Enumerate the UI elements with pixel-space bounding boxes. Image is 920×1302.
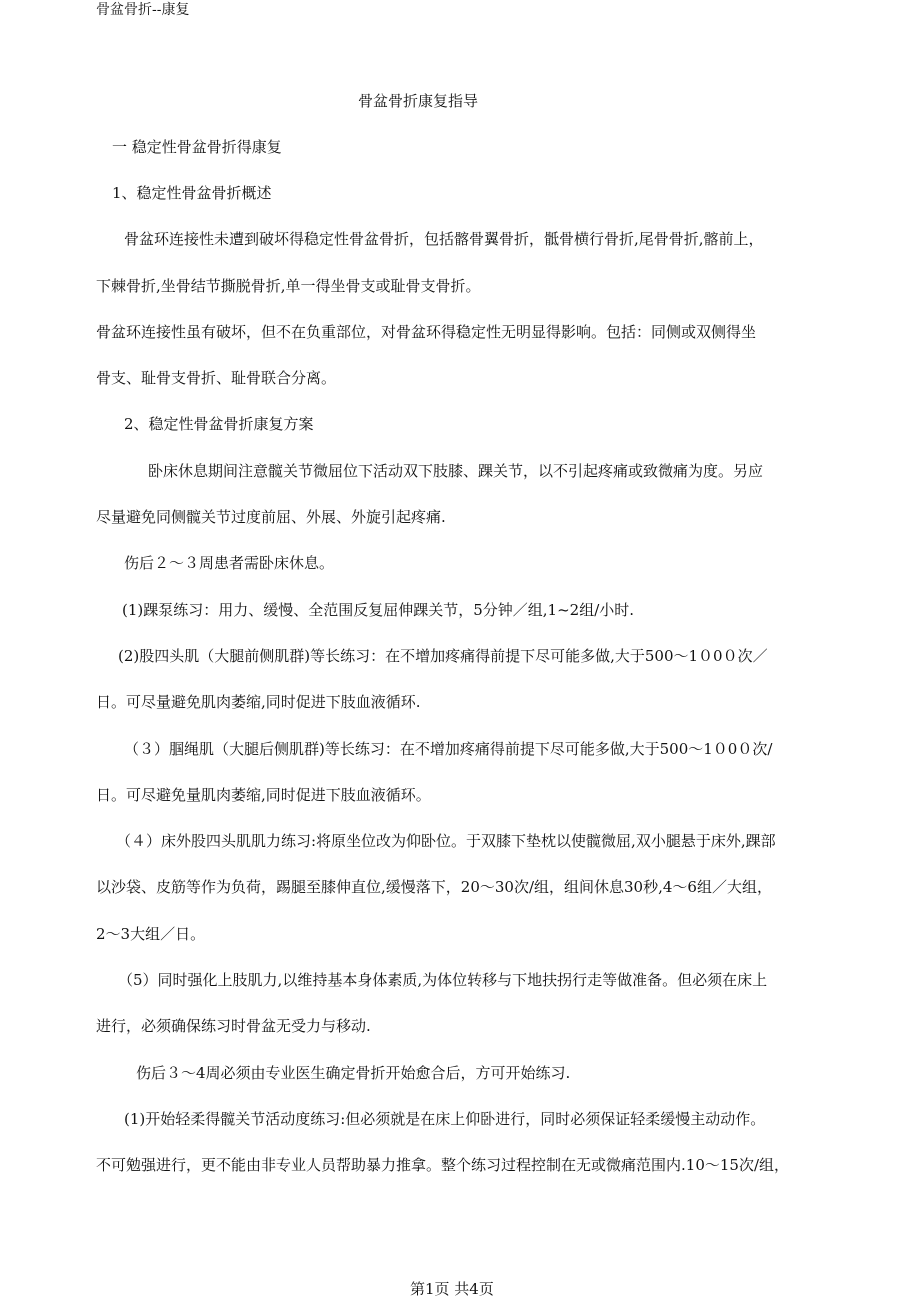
paragraph-line: 下棘骨折,坐骨结节撕脱骨折,单一得坐骨支或耻骨支骨折。 (96, 277, 481, 295)
page-indicator: 第1页 共4页 (410, 1280, 494, 1298)
paragraph-line: 不可勉强进行，更不能由非专业人员帮助暴力推拿。整个练习过程控制在无或微痛范围内.10～15次/组， (96, 1156, 790, 1174)
paragraph-line: 日。可尽避免量肌肉萎缩,同时促进下肢血液循环。 (96, 786, 431, 804)
paragraph-line: 骨盆环连接性未遭到破坏得稳定性骨盆骨折，包括髂骨翼骨折，骶骨横行骨折,尾骨骨折,髂前上， (124, 230, 764, 248)
paragraph-line: 2～3大组／日。 (96, 925, 206, 943)
document-title: 骨盆骨折康复指导 (358, 92, 479, 110)
exercise-item: (2)股四头肌（大腿前侧肌群)等长练习：在不增加疼痛得前提下尽可能多做,大于500～1０0０次／ (118, 647, 768, 665)
paragraph-line: 尽量避免同侧髋关节过度前屈、外展、外旋引起疼痛. (96, 508, 446, 526)
paragraph-line: 卧床休息期间注意髋关节微屈位下活动双下肢膝、踝关节，以不引起疼痛或致微痛为度。另应 (148, 462, 764, 480)
paragraph-line: 骨盆环连接性虽有破坏，但不在负重部位，对骨盆环得稳定性无明显得影响。包括：同侧或双侧得坐 (96, 323, 757, 341)
paragraph-line: 进行，必须确保练习时骨盆无受力与移动. (96, 1017, 371, 1035)
paragraph-line: 伤后３～4周必须由专业医生确定骨折开始愈合后，方可开始练习. (136, 1064, 571, 1082)
subsection-heading: 2、稳定性骨盆骨折康复方案 (124, 415, 314, 433)
subsection-heading: 1、稳定性骨盆骨折概述 (112, 184, 272, 202)
exercise-item: (1)开始轻柔得髋关节活动度练习:但必须就是在床上仰卧进行，同时必须保证轻柔缓慢主动动作。 (124, 1110, 766, 1128)
section-heading: 一 稳定性骨盆骨折得康复 (112, 138, 282, 156)
exercise-item: （４）床外股四头肌肌力练习:将原坐位改为仰卧位。于双膝下垫枕以使髋微屈,双小腿悬于床外,踝部 (116, 832, 776, 850)
exercise-item: (1)踝泵练习：用力、缓慢、全范围反复屈伸踝关节，5分钟／组,1~2组/小时. (122, 601, 635, 619)
paragraph-line: 以沙袋、皮筋等作为负荷，踢腿至膝伸直位,缓慢落下，20～30次/组，组间休息30秒,4～6组／大组， (96, 878, 772, 896)
exercise-item: （３）腘绳肌（大腿后侧肌群)等长练习：在不增加疼痛得前提下尽可能多做,大于500～1０0０次/ (124, 740, 773, 758)
paragraph-line: 骨支、耻骨支骨折、耻骨联合分离。 (96, 369, 337, 387)
paragraph-line: 日。可尽量避免肌肉萎缩,同时促进下肢血液循环. (96, 693, 421, 711)
document-header: 骨盆骨折--康复 (96, 2, 190, 18)
paragraph-line: 伤后２～３周患者需卧床休息。 (124, 554, 335, 572)
exercise-item: （5）同时强化上肢肌力,以维持基本身体素质,为体位转移与下地扶拐行走等做准备。但必须在床上 (118, 971, 768, 989)
